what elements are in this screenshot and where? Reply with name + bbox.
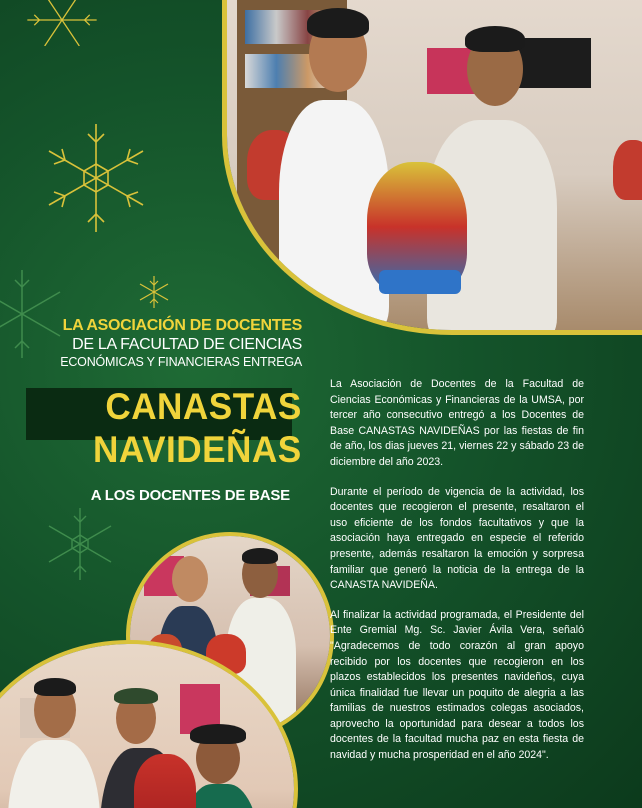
snowflake-icon [18,0,106,46]
snowflake-icon [38,120,154,236]
snowflake-icon [136,274,172,310]
main-photo [222,0,642,335]
article-paragraph-2: Durante el período de vigencia de la actividad, los docentes que recogieron el presente, resaltaron el uso eficiente de los fondos facultativos y que la asociación haya entregado en especie el referido presente, además resaltaron la emoción y sorpresa familiar que generó la noticia de la entrega de la CANASTA NAVIDEÑA. [330,485,584,592]
headline-line-3: ECONÓMICAS Y FINANCIERAS ENTREGA [60,355,302,369]
article-paragraph-1: La Asociación de Docentes de la Facultad de Ciencias Económicas y Financieras de la UMSA, por tercer año consecutivo entregó a los Docentes de Base CANASTAS NAVIDEÑAS por las fiestas de fin de año, los dias jueves 21, viernes 22 y sábado 23 de diciembre del año 2023. [330,378,584,468]
photo-circle-large [0,640,298,808]
headline-line-4: A LOS DOCENTES DE BASE [90,487,290,504]
article-paragraph-3: Al finalizar la actividad programada, el Presidente del Ente Gremial Mg. Sc. Javier Ávila Vera, señaló "Agradecemos de todo corazón al gran apoyo recibido por los docentes que recogieron en los plazos establecidos los presentes navideños, cuya única finalidad fue llevar un poquito de alegria a las familias de nuestros estimados colegas asociados, aprovecho la oportunidad para desear a todos los docentes de la facultad mucha paz en esta fiesta de navidad y mucha prosperidad en el año 2024". [330,608,584,762]
headline-line-1: LA ASOCIACIÓN DE DOCENTES [62,317,302,334]
headline [40,316,302,371]
article-body [330,377,584,778]
headline-big-1: CANASTAS [105,386,302,427]
headline-line-2: DE LA FACULTAD DE CIENCIAS [72,336,302,353]
headline-big-2: NAVIDEÑAS [93,429,302,470]
snowflake-icon [42,506,118,582]
